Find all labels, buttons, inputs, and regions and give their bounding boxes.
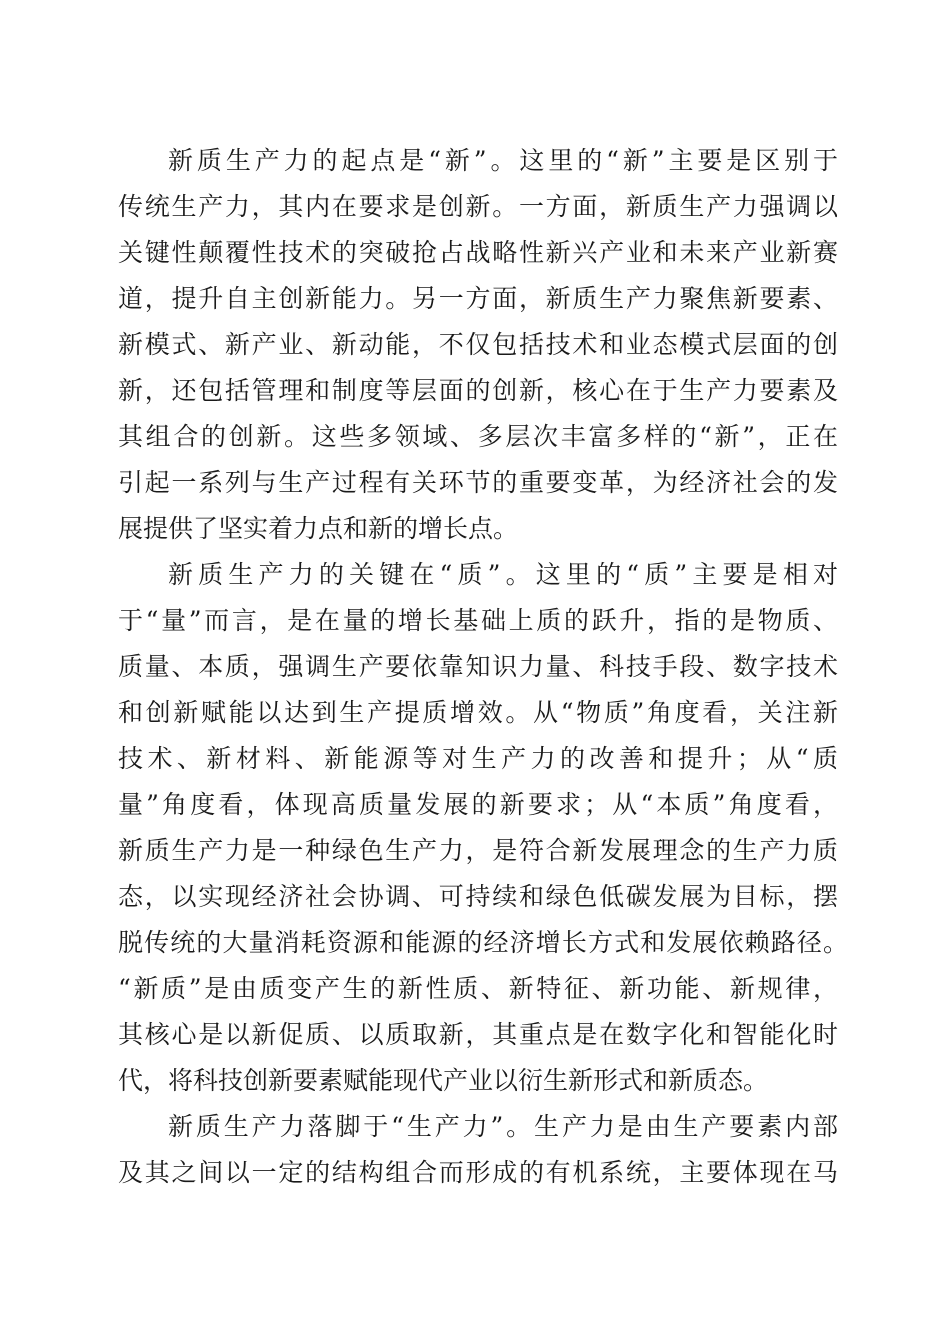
paragraph-3-line-2: 及其之间以一定的结构组合而形成的有机系统，主要体现在马 (118, 1158, 838, 1187)
paragraph-2-line-11: 其核心是以新促质、以质取新，其重点是在数字化和智能化时 (118, 1020, 838, 1049)
paragraph-1-line-3: 关键性颠覆性技术的突破抢占战略性新兴产业和未来产业新赛 (118, 238, 838, 267)
paragraph-1-line-4: 道，提升自主创新能力。另一方面，新质生产力聚焦新要素、 (118, 284, 838, 313)
paragraph-1-line-9: 展提供了坚实着力点和新的增长点。 (118, 514, 519, 543)
paragraph-1-line-1: 新质生产力的起点是“新”。这里的“新”主要是区别于 (168, 146, 838, 175)
paragraph-2-line-9: 脱传统的大量消耗资源和能源的经济增长方式和发展依赖路径。 (118, 928, 848, 957)
paragraph-2-line-4: 和创新赋能以达到生产提质增效。从“物质”角度看，关注新 (118, 698, 838, 727)
paragraph-3-line-1: 新质生产力落脚于“生产力”。生产力是由生产要素内部 (168, 1112, 838, 1141)
paragraph-1-line-2: 传统生产力，其内在要求是创新。一方面，新质生产力强调以 (118, 192, 838, 221)
paragraph-2-line-2: 于“量”而言，是在量的增长基础上质的跃升，指的是物质、 (118, 606, 838, 635)
paragraph-2-line-7: 新质生产力是一种绿色生产力，是符合新发展理念的生产力质 (118, 836, 838, 865)
paragraph-1-line-8: 引起一系列与生产过程有关环节的重要变革，为经济社会的发 (118, 468, 838, 497)
paragraph-2-line-10: “新质”是由质变产生的新性质、新特征、新功能、新规律， (118, 974, 838, 1003)
paragraph-2-line-6: 量”角度看，体现高质量发展的新要求；从“本质”角度看， (118, 790, 838, 819)
paragraph-2-line-5: 技术、新材料、新能源等对生产力的改善和提升；从“质 (118, 744, 838, 773)
paragraph-1-line-6: 新，还包括管理和制度等层面的创新，核心在于生产力要素及 (118, 376, 838, 405)
paragraph-2-line-3: 质量、本质，强调生产要依靠知识力量、科技手段、数字技术 (118, 652, 838, 681)
paragraph-2-line-8: 态，以实现经济社会协调、可持续和绿色低碳发展为目标，摆 (118, 882, 838, 911)
paragraph-1-line-5: 新模式、新产业、新动能，不仅包括技术和业态模式层面的创 (118, 330, 838, 359)
paragraph-1-line-7: 其组合的创新。这些多领域、多层次丰富多样的“新”，正在 (118, 422, 838, 451)
paragraph-2-line-1: 新质生产力的关键在“质”。这里的“质”主要是相对 (168, 560, 838, 589)
paragraph-2-line-12: 代，将科技创新要素赋能现代产业以衍生新形式和新质态。 (118, 1066, 769, 1095)
